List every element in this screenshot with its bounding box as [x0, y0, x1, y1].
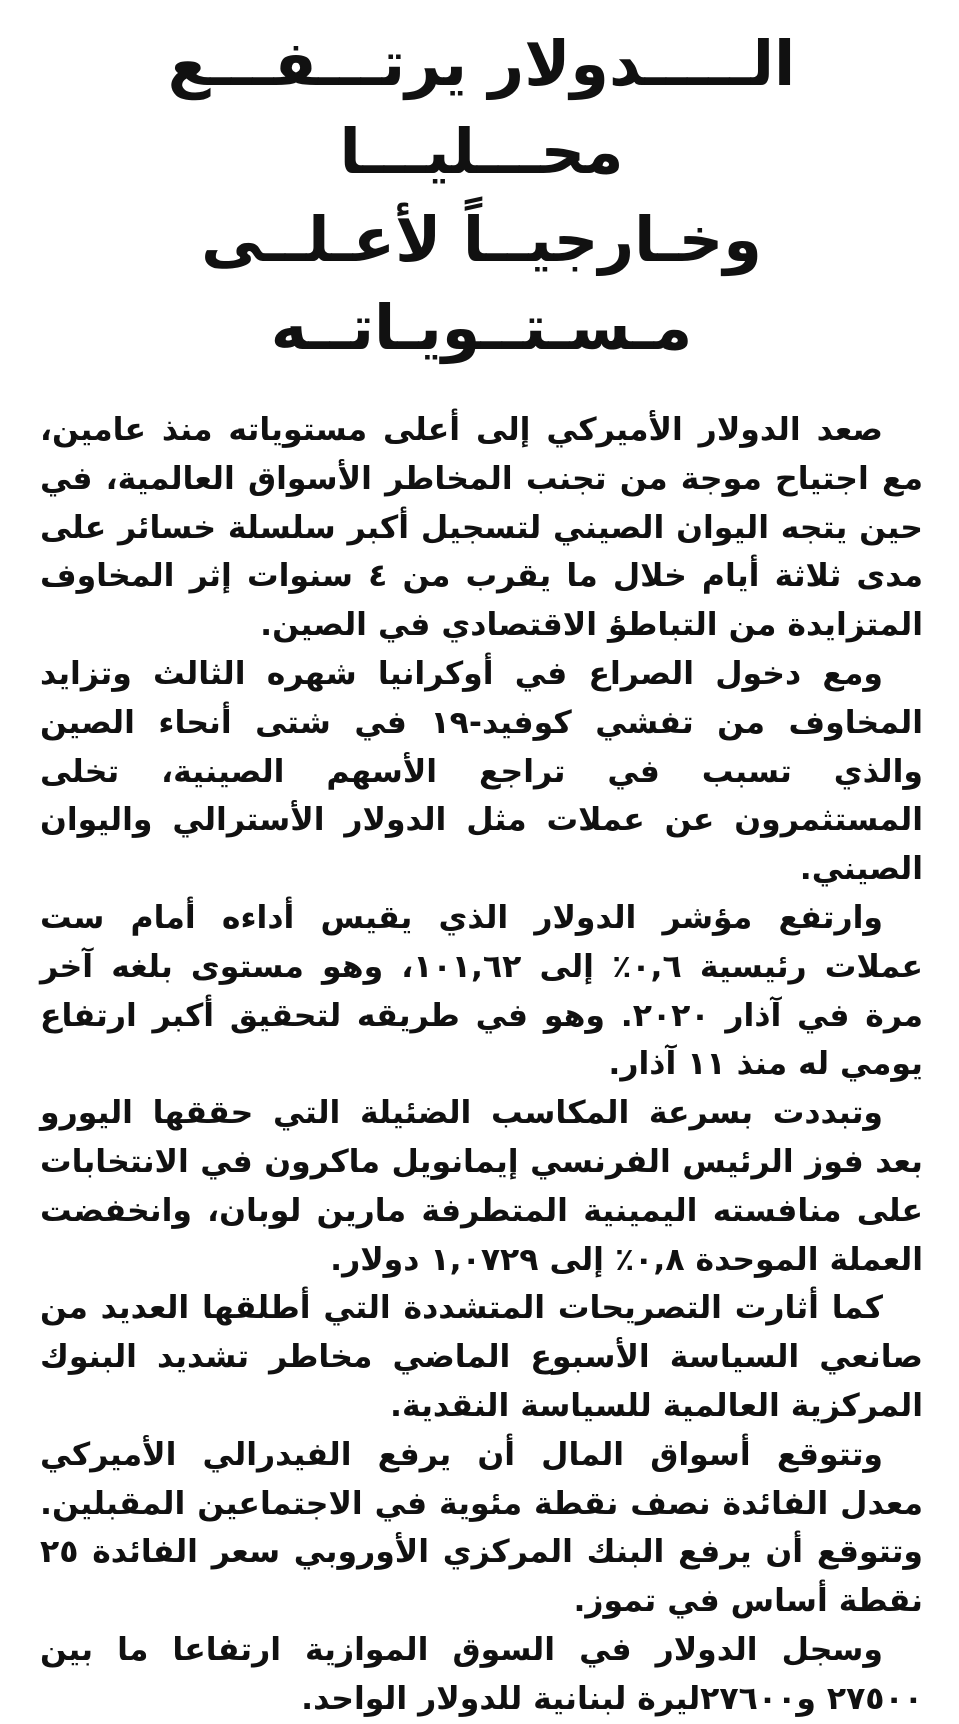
- paragraph-7: وسجل الدولار في السوق الموازية ارتفاعا ما بين ٢٧٥٠٠ و٢٧٦٠٠ليرة لبنانية للدولار الواحد.: [40, 1631, 923, 1717]
- paragraph-4: وتبددت بسرعة المكاسب الضئيلة التي حققها اليورو بعد فوز الرئيس الفرنسي إيمانويل ماكرون في الانتخابات على منافسته اليمينية المتطرفة مارين لوبان، وانخفضت العملة الموحدة ٠,٨٪ إلى ١,٠٧٢٩ دولار.: [40, 1095, 923, 1278]
- paragraph-5: كما أثارت التصريحات المتشددة التي أطلقها العديد من صانعي السياسة الأسبوع الماضي مخاطر تشديد البنوك المركزية العالمية للسياسة النقدية.: [40, 1290, 923, 1424]
- paragraph-2: ومع دخول الصراع في أوكرانيا شهره الثالث وتزايد المخاوف من تفشي كوفيد-١٩ في شتى أنحاء الصين والذي تسبب في تراجع الأسهم الصينية، تخلى المستثمرون عن عملات مثل الدولار الأسترالي واليوان الصيني.: [40, 655, 924, 888]
- article-headline: [40, 20, 923, 372]
- article-body: [40, 406, 923, 1724]
- paragraph-1: صعد الدولار الأميركي إلى أعلى مستوياته منذ عامين، مع اجتياح موجة من تجنب المخاطر الأسواق العالمية، في حين يتجه اليوان الصيني لتسجيل أكبر سلسلة خسائر على مدى ثلاثة أيام خلال ما يقرب من ٤ سنوات إثر المخاوف المتزايدة من التباطؤ الاقتصادي في الصين.: [40, 412, 923, 644]
- headline-line-1: الـــــدولار يرتـــفـــع محـــليـــا: [167, 27, 796, 188]
- paragraph-3: وارتفع مؤشر الدولار الذي يقيس أداءه أمام ست عملات رئيسية ٠,٦٪ إلى ١٠١,٦٢، وهو مستوى بلغه آخر مرة في آذار ٢٠٢٠. وهو في طريقه لتحقيق أكبر ارتفاع يومي له منذ ١١ آذار.: [40, 899, 923, 1083]
- paragraph-6: وتتوقع أسواق المال أن يرفع الفيدرالي الأميركي معدل الفائدة نصف نقطة مئوية في الاجتماعين المقبلين. وتتوقع أن يرفع البنك المركزي الأوروبي سعر الفائدة ٢٥ نقطة أساس في تموز.: [40, 1436, 923, 1620]
- headline-line-2: وخـارجيــاً لأعـلــى مـسـتــويـاتــه: [201, 203, 762, 364]
